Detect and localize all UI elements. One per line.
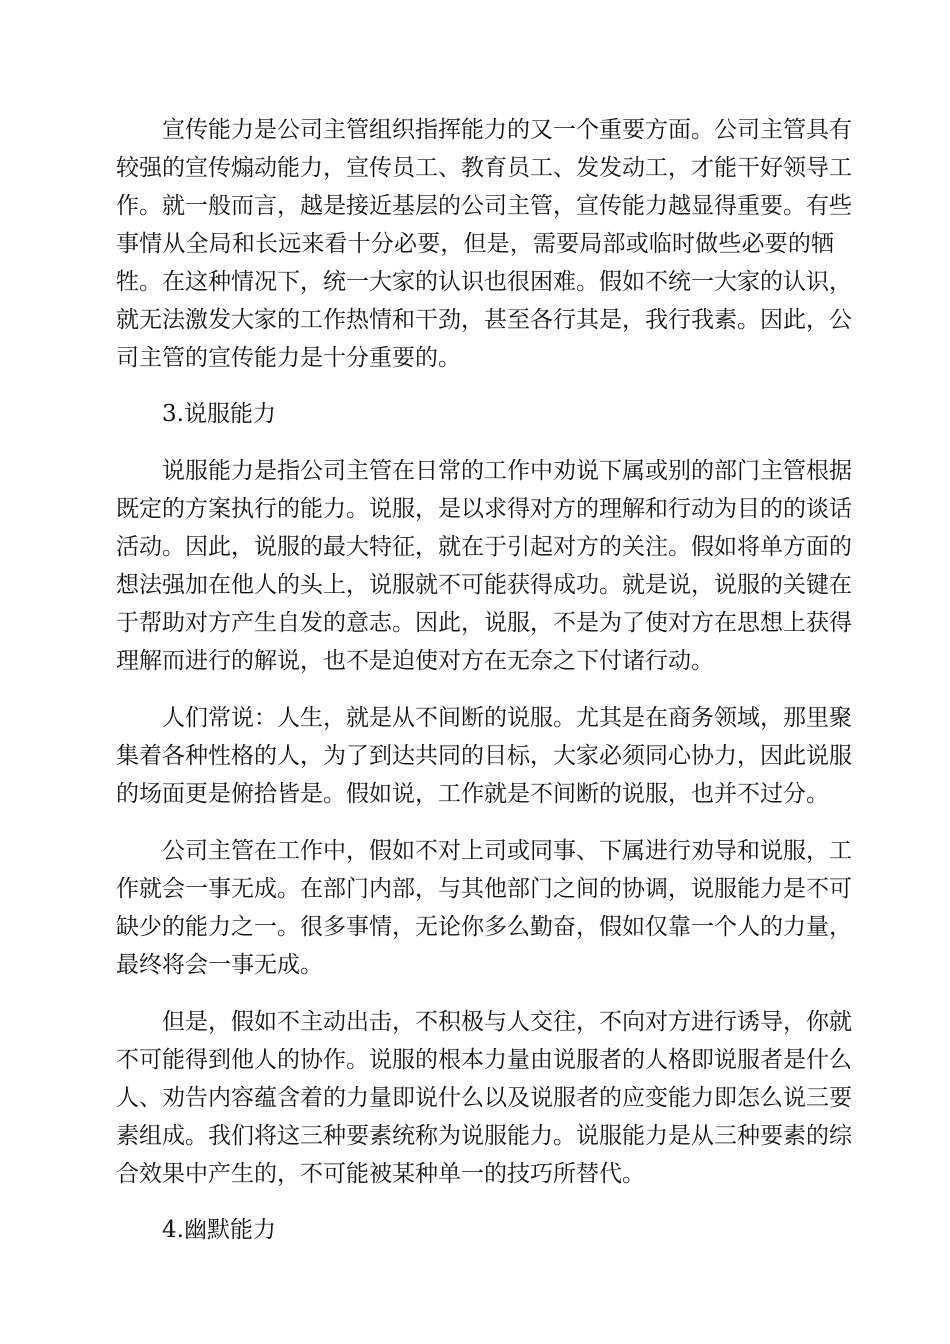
document-page: 宣传能力是公司主管组织指挥能力的又一个重要方面。公司主管具有 较强的宣传煽动能力，宣传员工、教育员工、发发动工，才能干好领导工 作。就一般而言，越是接近基层的公司主管，宣传能力越显得重要。有些 事情从全局和长远来看十分必要，但是，需要局部或临时做些必要的牺 牲。在这种情况下，统一大家的认识也很困难。假如不统一大家的认识， 就无法激发大家的工作热情和干劲，甚至各行其是，我行我素。因此，公 司主管的宣传能力是十分重要的。 3.说服能力 说服能力是指公司主管在日常的工作中劝说下属或别的部门主管根据 既定的方案执行的能力。说服，是以求得对方的理解和行动为目的的谈话 活动。因此，说服的最大特征，就在于引起对方的关注。假如将单方面的 想法强加在他人的头上，说服就不可能获得成功。就是说，说服的关键在 于帮助对方产生自发的意志。因此，说服，不是为了使对方在思想上获得 理解而进行的解说，也不是迫使对方在无奈之下付诸行动。 人们常说：人生，就是从不间断的说服。尤其是在商务领域，那里聚 集着各种性格的人，为了到达共同的目标，大家必须同心协力，因此说服 的场面更是俯拾皆是。假如说，工作就是不间断的说服，也并不过分。 公司主管在工作中，假如不对上司或同事、下属进行劝导和说服，工 作就会一事无成。在部门内部，与其他部门之间的协调，说服能力是不可 缺少的能力之一。很多事情，无论你多么勤奋，假如仅靠一个人的力量， 最终将会一事无成。 但是，假如不主动出击，不积极与人交往，不向对方进行诱导，你就 不可能得到他人的协作。说服的根本力量由说服者的人格即说服者是什么 人、劝告内容蕴含着的力量即说什么以及说服者的应变能力即怎么说三要 素组成。我们将这三种要素统称为说服能力。说服能力是从三种要素的综 合效果中产生的，不可能被某种单一的技巧所替代。 4.幽默能力	[0, 0, 950, 1344]
